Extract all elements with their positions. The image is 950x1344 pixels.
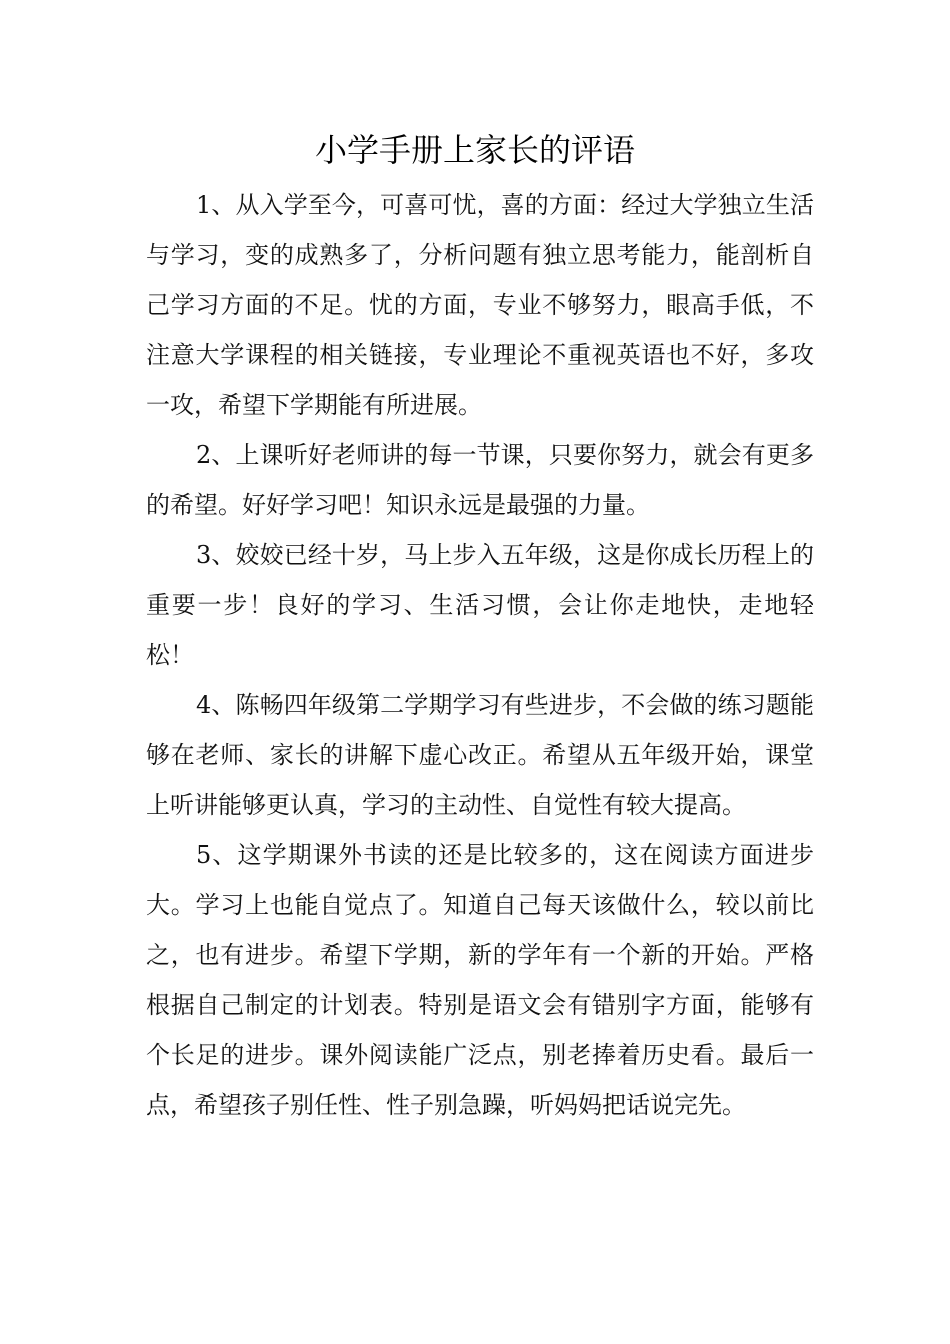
document-title: 小学手册上家长的评语 xyxy=(314,131,635,169)
paragraph-5: 5、这学期课外书读的还是比较多的，这在阅读方面进步大。学习上也能自觉点了。知道自己每天该做什么，较以前比之，也有进步。希望下学期，新的学年有一个新的开始。严格根据自己制定的计划表。特别是语文会有错别字方面，能够有个长足的进步。课外阅读能广泛点，别老捧着历史看。最后一点，希望孩子别任性、性子别急躁，听妈妈把话说完先。 xyxy=(146,841,814,1119)
paragraph-3: 3、姣姣已经十岁，马上步入五年级，这是你成长历程上的重要一步！良好的学习、生活习惯，会让你走地快，走地轻松！ xyxy=(146,541,814,669)
document-body xyxy=(146,180,814,1130)
paragraph-2: 2、上课听好老师讲的每一节课，只要你努力，就会有更多的希望。好好学习吧！知识永远是最强的力量。 xyxy=(146,441,814,519)
paragraph-4: 4、陈畅四年级第二学期学习有些进步，不会做的练习题能够在老师、家长的讲解下虚心改正。希望从五年级开始，课堂上听讲能够更认真，学习的主动性、自觉性有较大提高。 xyxy=(146,691,814,819)
paragraph-1: 1、从入学至今，可喜可忧，喜的方面：经过大学独立生活与学习，变的成熟多了，分析问题有独立思考能力，能剖析自己学习方面的不足。忧的方面，专业不够努力，眼高手低，不注意大学课程的相关链接，专业理论不重视英语也不好，多攻一攻，希望下学期能有所进展。 xyxy=(146,191,814,419)
